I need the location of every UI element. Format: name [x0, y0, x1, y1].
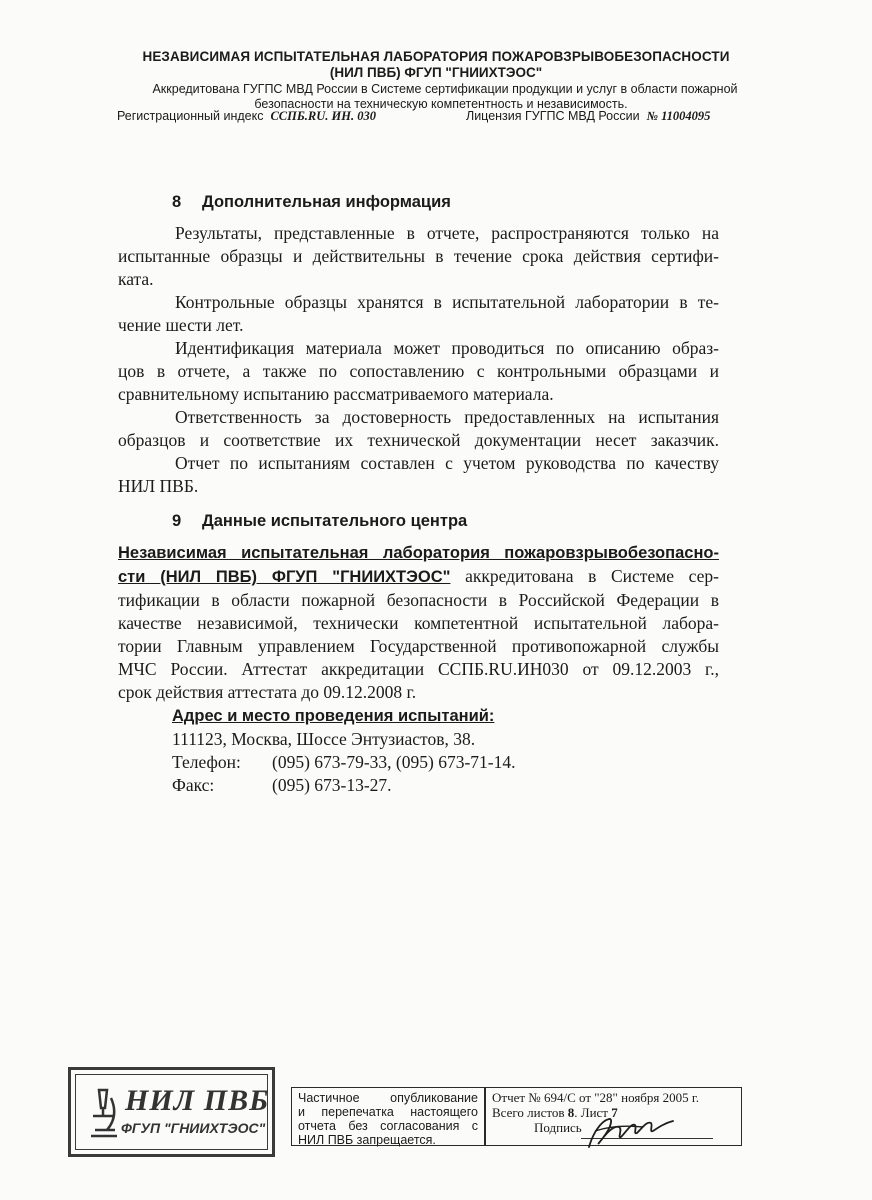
registration-value: ССПБ.RU. ИН. 030 [270, 109, 376, 123]
phone-value: (095) 673-79-33, (095) 673-71-14. [272, 752, 516, 772]
lab-stamp [68, 1067, 275, 1157]
text-line: МЧС России. Аттестат аккредитации ССПБ.RU.ИН030 от 09.12.2003 г., [118, 659, 719, 679]
text-line: НИЛ ПВБ. [118, 476, 199, 496]
text-line: Идентификация материала может проводиться по описанию образ- [175, 338, 719, 358]
handwritten-signature [583, 1113, 693, 1153]
text-line [118, 541, 719, 565]
fax-value: (095) 673-13-27. [272, 775, 392, 795]
text-line: образцов и соответствие их технической документации несет заказчик. [118, 430, 719, 450]
sheets-label: Всего листов [492, 1105, 565, 1120]
text-line: чение шести лет. [118, 315, 244, 335]
text-line: испытанные образцы и действительны в течение срока действия сертифи- [118, 246, 719, 266]
fax-label: Факс: [172, 775, 215, 795]
text-line: сравнительному испытанию рассматриваемого материала. [118, 384, 554, 404]
phone-label: Телефон: [172, 752, 241, 772]
license-value: № 11004095 [646, 109, 711, 123]
text-line: Результаты, представленные в отчете, распространяются только на [175, 223, 719, 243]
text-line: тории Главным управлением Государственной противопожарной службы [118, 636, 719, 656]
signature-label: Подпись [534, 1120, 582, 1135]
license [466, 109, 710, 124]
microscope-icon [85, 1086, 119, 1144]
report-number: Отчет № 694/С от "28" ноября 2005 г. [492, 1090, 700, 1105]
section-8-title: Дополнительная информация [202, 193, 451, 211]
sheets-value: 8 [567, 1105, 575, 1120]
sheet-value: 7 [611, 1105, 618, 1120]
registration-label: Регистрационный индекс [117, 109, 264, 123]
section-9-title: Данные испытательного центра [202, 512, 468, 530]
section-9-number: 9 [172, 512, 182, 530]
text-line: цов в отчете, а также по сопоставлению с контрольными образцами и [118, 361, 719, 381]
registration-index [117, 109, 376, 124]
text-line: качестве независимой, технически компетентной испытательной лабора- [118, 613, 719, 633]
section-9-heading [172, 512, 467, 531]
section-9-body [118, 541, 719, 704]
license-label: Лицензия ГУГПС МВД России [466, 109, 640, 123]
section-8-number: 8 [172, 193, 182, 211]
text-line: тификации в области пожарной безопасности в Российской Федерации в [118, 590, 719, 610]
lab-name-part-1: Независимая испытательная лаборатория пожаровзрывобезопасно- [118, 544, 719, 562]
accreditation-line-2: безопасности на техническую компетентность и независимость. [254, 97, 628, 111]
lab-name-part-2: сти (НИЛ ПВБ) ФГУП "ГНИИХТЭОС" [118, 568, 451, 586]
text-line: Отчет по испытаниям составлен с учетом руководства по качеству [175, 453, 719, 473]
note-line: Частичное опубликование [298, 1091, 478, 1105]
section-8-body [118, 222, 719, 498]
lab-header-subtitle: (НИЛ ПВБ) ФГУП "ГНИИХТЭОС" [329, 65, 543, 80]
note-line: и перепечатка настоящего [298, 1105, 478, 1119]
publication-note [291, 1087, 485, 1146]
note-line: отчета без согласования с [298, 1119, 478, 1133]
section-8-heading [172, 193, 451, 212]
stamp-name: НИЛ ПВБ [125, 1084, 270, 1117]
sheet-label: . Лист [574, 1105, 608, 1120]
text-line: ката. [118, 269, 154, 289]
address-heading: Адрес и место проведения испытаний: [172, 707, 495, 725]
text-line: Контрольные образцы хранятся в испытательной лаборатории в те- [175, 292, 719, 312]
text-line: срок действия аттестата до 09.12.2008 г. [118, 682, 417, 702]
accreditation-text-start: аккредитована в Системе сер- [450, 566, 719, 586]
stamp-org: ФГУП "ГНИИХТЭОС" [121, 1120, 266, 1136]
accreditation-line-1: Аккредитована ГУГПС МВД России в Системе сертификации продукции и услуг в области пожарной [152, 82, 738, 96]
lab-header-title: НЕЗАВИСИМАЯ ИСПЫТАТЕЛЬНАЯ ЛАБОРАТОРИЯ ПОЖАРОВЗРЫВОБЕЗОПАСНОСТИ [142, 49, 730, 64]
note-line: НИЛ ПВБ запрещается. [298, 1133, 436, 1147]
address-text: 111123, Москва, Шоссе Энтузиастов, 38. [172, 729, 476, 749]
text-line [118, 565, 719, 589]
text-line: Ответственность за достоверность предоставленных на испытания [175, 407, 719, 427]
